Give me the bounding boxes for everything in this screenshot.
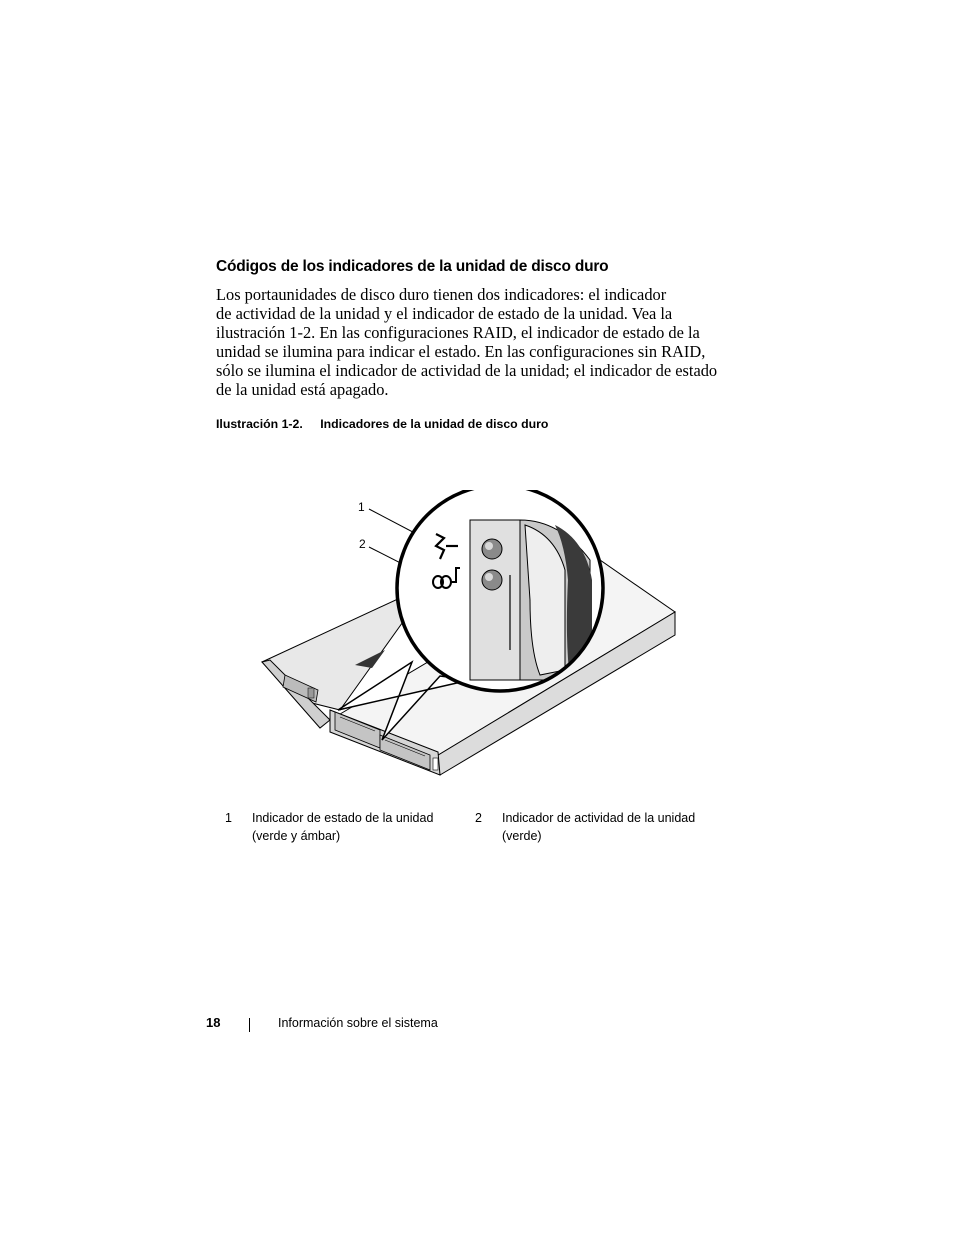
callout-2: 2	[359, 537, 366, 551]
page-footer	[0, 1015, 954, 1039]
legend-line: Indicador de estado de la unidad	[252, 811, 434, 825]
legend-text	[252, 809, 433, 845]
callout-1: 1	[358, 500, 365, 514]
activity-led	[482, 570, 502, 590]
legend-line: (verde)	[502, 829, 542, 843]
legend-number: 2	[475, 811, 482, 825]
caption-label: Ilustración 1-2.	[216, 417, 303, 431]
footer-section-title: Información sobre el sistema	[278, 1016, 438, 1030]
body-paragraph	[216, 286, 716, 399]
body-line: unidad se ilumina para indicar el estado. En las configuraciones sin RAID,	[216, 341, 706, 361]
hard-drive-illustration	[250, 490, 690, 790]
figure-caption	[216, 417, 548, 431]
status-led	[482, 539, 502, 559]
caption-title: Indicadores de la unidad de disco duro	[320, 417, 549, 431]
body-line: sólo se ilumina el indicador de actividad de la unidad; el indicador de estado	[216, 360, 718, 380]
legend-line: (verde y ámbar)	[252, 829, 341, 843]
body-line: Los portaunidades de disco duro tienen dos indicadores: el indicador	[216, 285, 667, 304]
footer-divider	[249, 1018, 250, 1032]
magnified-drive-carrier	[397, 490, 603, 691]
body-line: de actividad de la unidad y el indicador de estado de la unidad. Vea la	[216, 303, 673, 323]
section-heading: Códigos de los indicadores de la unidad de disco duro	[216, 258, 609, 275]
page-number: 18	[206, 1015, 221, 1030]
legend-line: Indicador de actividad de la unidad	[502, 811, 696, 825]
legend-text	[502, 809, 695, 845]
body-line: ilustración 1-2. En las configuraciones RAID, el indicador de estado de la	[216, 322, 700, 342]
legend-number: 1	[225, 811, 232, 825]
body-line: de la unidad está apagado.	[216, 379, 389, 399]
